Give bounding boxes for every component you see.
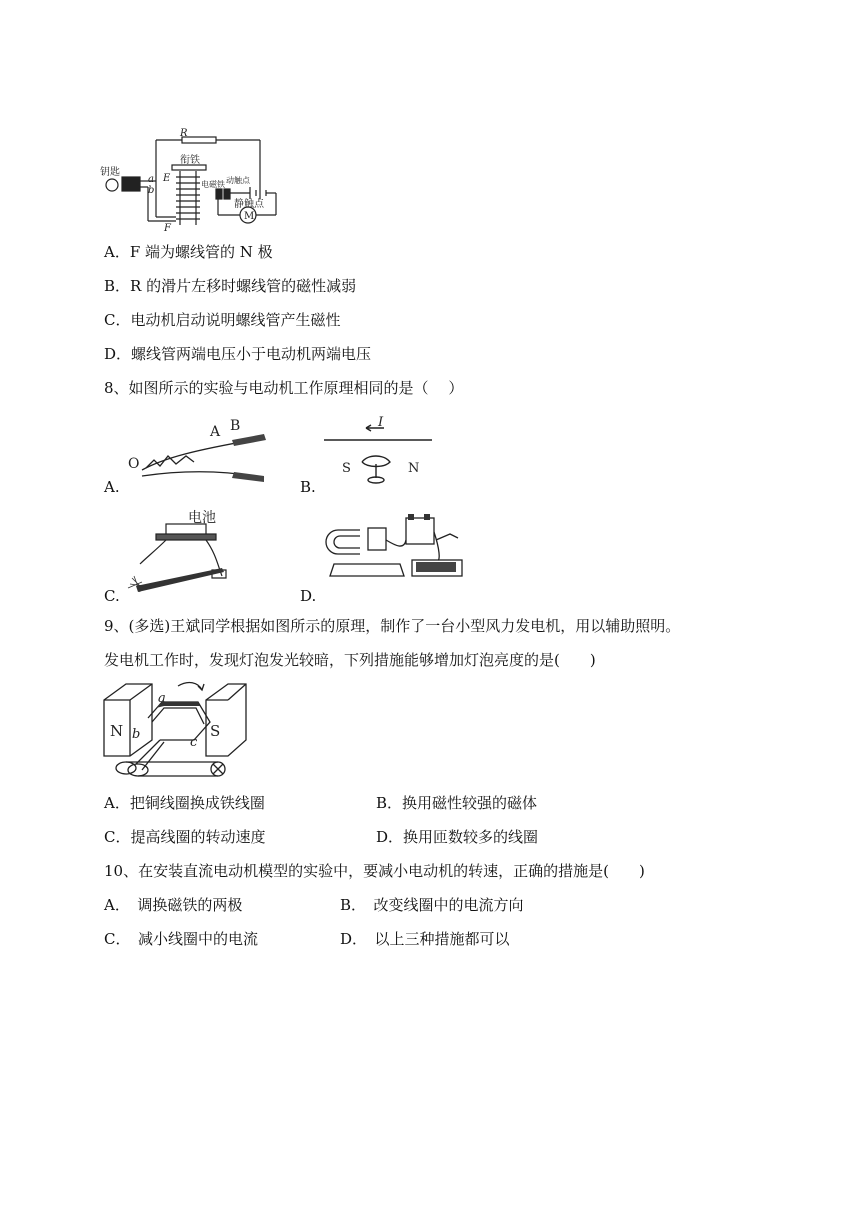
q7-motor-label: M <box>244 211 255 222</box>
q9-generator-figure <box>102 678 250 784</box>
q7-r-label: R <box>180 128 188 139</box>
q9-stem-line1: 9、(多选)王斌同学根据如图所示的原理，制作了一台小型风力发电机，用以辅助照明。 <box>104 617 681 635</box>
q7-f-label: F <box>164 223 171 234</box>
q8-fig-c-battery-label: 电池 <box>188 510 216 526</box>
q7-armature-label: 衔铁 <box>180 155 200 166</box>
q8-fig-a-label: A. <box>104 478 120 496</box>
q9-option-d: D．换用匝数较多的线圈 <box>376 828 539 846</box>
q7-option-d: D．螺线管两端电压小于电动机两端电压 <box>104 345 372 363</box>
q9-option-c: C．提高线圈的转动速度 <box>104 828 266 846</box>
q8-fig-c-label: C. <box>104 587 120 605</box>
q7-b-label: b <box>148 185 155 196</box>
q9-option-b: B．换用磁性较强的磁体 <box>376 794 538 812</box>
q10-option-d: D． 以上三种措施都可以 <box>340 930 510 948</box>
q8-fig-b-oersted <box>322 416 437 491</box>
q7-moving-contact-label: 动触点 <box>226 176 250 185</box>
q7-static-contact-label: 静触点 <box>234 199 264 210</box>
q10-stem: 10、在安装直流电动机模型的实验中，要减小电动机的转速，正确的措施是( ) <box>104 862 645 880</box>
q7-option-a: A．F 端为螺线管的 N 极 <box>104 243 273 261</box>
q9-a-label: a <box>158 691 166 706</box>
q7-a-label: a <box>148 174 154 185</box>
q9-b-label: b <box>132 727 141 742</box>
q8-fig-a-lever <box>124 418 269 488</box>
q8-fig-a-o-label: O <box>128 456 140 472</box>
q8-fig-d-motor-apparatus <box>320 510 475 595</box>
q8-fig-b-n-label: N <box>408 461 420 476</box>
q9-stem-line2: 发电机工作时，发现灯泡发光较暗，下列措施能够增加灯泡亮度的是( ) <box>104 651 596 669</box>
q7-option-b: B．R 的滑片左移时螺线管的磁性减弱 <box>104 277 357 295</box>
q9-s-label: S <box>210 722 221 740</box>
q10-option-c: C． 减小线圈中的电流 <box>104 930 258 948</box>
q7-option-c: C．电动机启动说明螺线管产生磁性 <box>104 311 341 329</box>
q7-key-label: 钥匙 <box>100 167 120 178</box>
q7-solenoid-label: 电磁铁 <box>201 180 225 189</box>
q8-fig-c-electromagnet <box>126 506 238 596</box>
q8-stem: 8、如图所示的实验与电动机工作原理相同的是（ ） <box>104 379 464 397</box>
q8-fig-d-label: D. <box>300 587 317 605</box>
q8-fig-a-b-label: B <box>230 418 241 434</box>
q7-e-label: E <box>163 173 171 184</box>
q9-c-label: c <box>190 735 198 750</box>
q9-n-label: N <box>110 722 124 740</box>
q7-relay-circuit-figure <box>100 125 290 235</box>
q8-fig-b-s-label: S <box>342 461 351 476</box>
q10-option-a: A． 调换磁铁的两极 <box>104 896 243 914</box>
q8-fig-b-label: B. <box>300 478 316 496</box>
q8-fig-a-a-label: A <box>210 424 221 440</box>
q10-option-b: B． 改变线圈中的电流方向 <box>340 896 524 914</box>
q8-fig-b-i-label: I <box>378 415 384 430</box>
q9-option-a: A．把铜线圈换成铁线圈 <box>104 794 265 812</box>
